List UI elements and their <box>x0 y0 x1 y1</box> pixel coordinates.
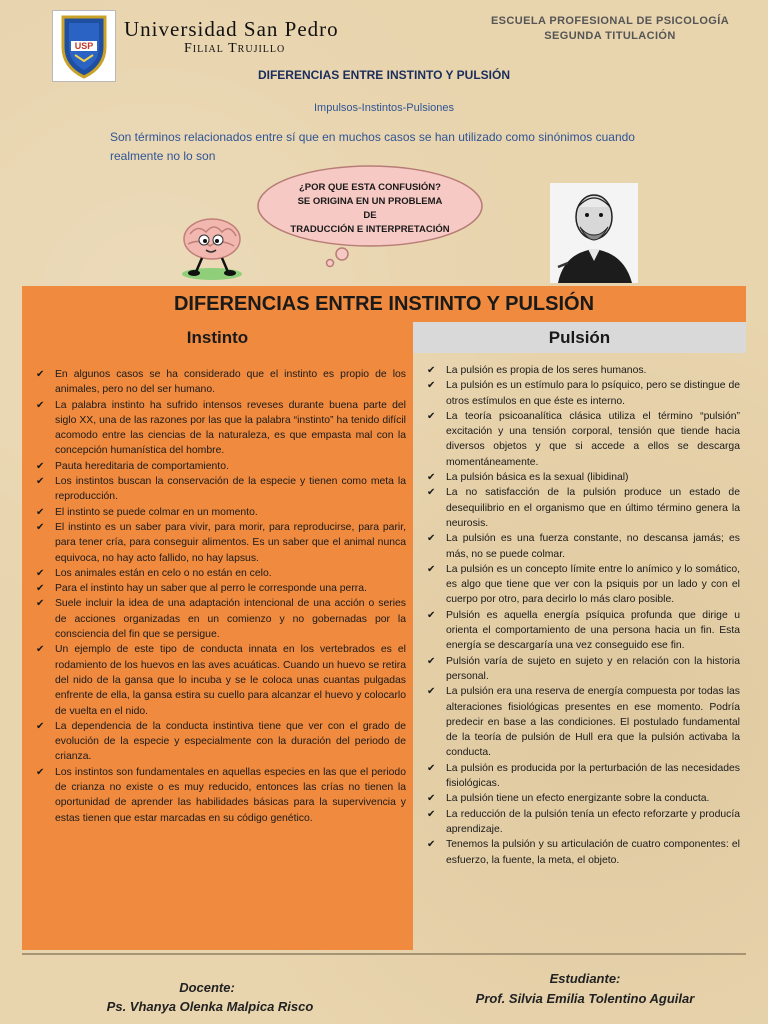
checkmark-icon: ✔ <box>36 399 45 411</box>
instinto-item <box>36 520 406 566</box>
checkmark-icon: ✔ <box>427 839 436 851</box>
pulsion-column <box>413 353 746 950</box>
checkmark-icon: ✔ <box>36 644 45 656</box>
cloud-line-2: SE ORIGINA EN UN PROBLEMA DE <box>297 196 443 221</box>
instinto-item <box>36 596 406 642</box>
pulsion-item <box>427 684 740 760</box>
pulsion-item <box>427 791 740 806</box>
page-title: DIFERENCIAS ENTRE INSTINTO Y PULSIÓN <box>257 68 511 82</box>
pulsion-item-text: La pulsión era una reserva de energía compuesta por todas las alteraciones fisiológicas presentes en ese momento. Podría predecir en base a las condiciones. El postulado fundamental de la teoría de pulsión de Hull era que la pulsión activaba la conducta. <box>446 686 740 759</box>
instinto-item-text: La dependencia de la conducta instintiva tiene que ver con el grado de evolución de la especie y especialmente con la duración del periodo de crianza. <box>55 720 406 763</box>
table-title: DIFERENCIAS ENTRE INSTINTO Y PULSIÓN <box>22 286 746 322</box>
instinto-item-text: Un ejemplo de este tipo de conducta innata en los vertebrados es el rodamiento de los huevos en las aves acuáticas. Cuando un huevo se retira del nido de la gansa que lo incuba y se le coloca unas cuantas pulgadas enfrente de ella, la gansa estira su cuello para alcanzar el huevo y colocarlo de vuelta en el nido. <box>55 644 406 717</box>
pulsion-item <box>427 531 740 562</box>
checkmark-icon: ✔ <box>36 766 45 778</box>
pulsion-item-text: La no satisfacción de la pulsión produce un estado de desequilibrio en el organismo que en último término genera la neurosis. <box>446 487 740 529</box>
pulsion-item-text: La pulsión es un estímulo para lo psíquico, pero se distingue de otros estímulos en que éste es interno. <box>446 380 740 407</box>
checkmark-icon: ✔ <box>427 365 436 376</box>
checkmark-icon: ✔ <box>36 476 45 488</box>
checkmark-icon: ✔ <box>36 521 45 533</box>
pulsion-item-text: La reducción de la pulsión tenía un efecto reforzarte y producía aprendizaje. <box>446 808 740 835</box>
checkmark-icon: ✔ <box>427 655 436 667</box>
pulsion-item-text: Pulsión varía de sujeto en sujeto y en relación con la historia personal. <box>446 655 740 682</box>
pulsion-item <box>427 409 740 470</box>
docente-label: Docente: <box>179 980 235 995</box>
university-branch: Filial Trujillo <box>184 41 286 56</box>
checkmark-icon: ✔ <box>427 487 436 499</box>
instinto-column-header: Instinto <box>22 322 413 353</box>
checkmark-icon: ✔ <box>36 506 45 518</box>
checkmark-icon: ✔ <box>36 369 45 380</box>
page-subtitle: Impulsos-Instintos-Pulsiones <box>313 102 454 114</box>
instinto-item <box>36 459 406 474</box>
checkmark-icon: ✔ <box>427 686 436 698</box>
instinto-item <box>36 566 406 581</box>
pulsion-item-text: La pulsión es una fuerza constante, no descansa jamás; es más, no se puede colmar. <box>446 533 740 560</box>
pulsion-item-text: Pulsión es aquella energía psíquica profunda que dirige u orienta el comportamiento de una persona hacia un fin. Esta energía se descargaría una vez conseguido ese fin. <box>446 609 740 652</box>
pulsion-item-text: La pulsión es un concepto límite entre lo anímico y lo somático, es algo que tiene que ver con la psiquis por un lado y con el cuerpo por otro, para decirlo lo más claro posible. <box>446 563 740 606</box>
instinto-list <box>36 367 406 826</box>
logo-text: USP <box>74 41 94 51</box>
cloud-line-1: ¿POR QUE ESTA CONFUSIÓN? <box>299 182 441 193</box>
cloud-line-3: TRADUCCIÓN E INTERPRETACIÓN <box>290 224 450 235</box>
intro-text: Son términos relacionados entre sí que en muchos casos se han utilizado como sinónimos cuando realmente no lo son <box>110 130 635 163</box>
instinto-item <box>36 581 406 596</box>
checkmark-icon: ✔ <box>36 598 45 610</box>
school-line-2: SEGUNDA TITULACIÓN <box>544 30 676 42</box>
instinto-item-text: Los instintos son fundamentales en aquellas especies en las que el periodo de crianza no existe o es muy reducido, entonces las crías no tienen la oportunidad de aprender las habilidades básicas para la supervivencia y estas tienen que estar marcadas en su código genético. <box>55 766 406 824</box>
checkmark-icon: ✔ <box>427 410 436 422</box>
checkmark-icon: ✔ <box>427 762 436 774</box>
pulsion-item <box>427 837 740 868</box>
instinto-item <box>36 719 406 765</box>
pulsion-item <box>427 608 740 654</box>
pulsion-item <box>427 363 740 378</box>
instinto-item-text: Los instintos buscan la conservación de la especie y tienen como meta la reproducción. <box>55 476 406 503</box>
docente-name: Ps. Vhanya Olenka Malpica Risco <box>106 999 314 1014</box>
checkmark-icon: ✔ <box>427 563 436 575</box>
instinto-column <box>22 353 413 950</box>
instinto-item <box>36 765 406 826</box>
pulsion-item <box>427 654 740 685</box>
checkmark-icon: ✔ <box>427 472 436 484</box>
instinto-item-text: El instinto se puede colmar en un momento. <box>55 506 258 518</box>
instinto-item-text: El instinto es un saber para vivir, para morir, para reproducirse, para parir, para tener cría, para conseguir alimentos. Es un saber que el animal nunca equivoca, no hay acto fallido, no hay lapsus. <box>55 521 406 564</box>
checkmark-icon: ✔ <box>36 460 45 472</box>
instinto-item <box>36 474 406 505</box>
pulsion-item-text: La pulsión tiene un efecto energizante sobre la conducta. <box>446 793 710 805</box>
checkmark-icon: ✔ <box>427 793 436 805</box>
brain-cartoon-image <box>176 212 248 282</box>
checkmark-icon: ✔ <box>427 533 436 545</box>
student-name: Prof. Silvia Emilia Tolentino Aguilar <box>475 991 695 1006</box>
pulsion-item <box>427 562 740 608</box>
checkmark-icon: ✔ <box>427 609 436 621</box>
pulsion-item-text: La pulsión es propia de los seres humanos. <box>446 365 647 376</box>
pulsion-item-text: La pulsión básica es la sexual (libidinal) <box>446 472 629 484</box>
instinto-item-text: En algunos casos se ha considerado que el instinto es propio de los animales, pero no del ser humano. <box>55 369 406 396</box>
pulsion-item-text: La teoría psicoanalítica clásica utiliza el término “pulsión” excitación y una tensión corporal, tensión que tiende hacia diversos objetos y que si accede a ellos se descarga momentáneamente. <box>446 410 740 468</box>
freud-portrait-image <box>550 183 638 283</box>
instinto-item-text: Los animales están en celo o no están en celo. <box>55 567 272 579</box>
checkmark-icon: ✔ <box>427 380 436 392</box>
pulsion-item-text: Tenemos la pulsión y su articulación de cuatro componentes: el esfuerzo, la fuente, la meta, el objeto. <box>446 839 740 866</box>
checkmark-icon: ✔ <box>427 808 436 820</box>
pulsion-item <box>427 485 740 531</box>
university-name: Universidad San Pedro <box>124 17 339 41</box>
instinto-item <box>36 398 406 459</box>
school-line-1: ESCUELA PROFESIONAL DE PSICOLOGÍA <box>490 15 730 27</box>
cloud-text <box>290 181 450 237</box>
checkmark-icon: ✔ <box>36 583 45 595</box>
instinto-item-text: La palabra instinto ha sufrido intensos reveses durante buena parte del siglo XX, una de las razones por las que la palabra “instinto” ha tenido difícil acomodo entre las ciencias de la naturaleza, es que empasta mal con la concepción humanística del hombre. <box>55 399 406 457</box>
checkmark-icon: ✔ <box>36 720 45 732</box>
school-name <box>470 14 750 44</box>
pulsion-item <box>427 807 740 838</box>
checkmark-icon: ✔ <box>36 567 45 579</box>
instinto-item-text: Para el instinto hay un saber que al perro le corresponde una perra. <box>55 583 367 595</box>
pulsion-item <box>427 378 740 409</box>
instinto-item <box>36 367 406 398</box>
pulsion-item <box>427 470 740 485</box>
pulsion-item <box>427 761 740 792</box>
student-label: Estudiante: <box>549 971 621 986</box>
pulsion-column-header: Pulsión <box>413 322 746 353</box>
instinto-item <box>36 505 406 520</box>
pulsion-item-text: La pulsión es producida por la perturbación de las necesidades fisiológicas. <box>446 762 740 790</box>
pulsion-list <box>427 363 740 868</box>
instinto-item-text: Pauta hereditaria de comportamiento. <box>55 460 229 472</box>
instinto-item <box>36 642 406 718</box>
instinto-item-text: Suele incluir la idea de una adaptación intencional de una acción o series de acciones organizadas en un comienzo y no gobernadas por la consciencia del fin que se persigue. <box>55 598 406 641</box>
footer-divider <box>22 953 746 955</box>
